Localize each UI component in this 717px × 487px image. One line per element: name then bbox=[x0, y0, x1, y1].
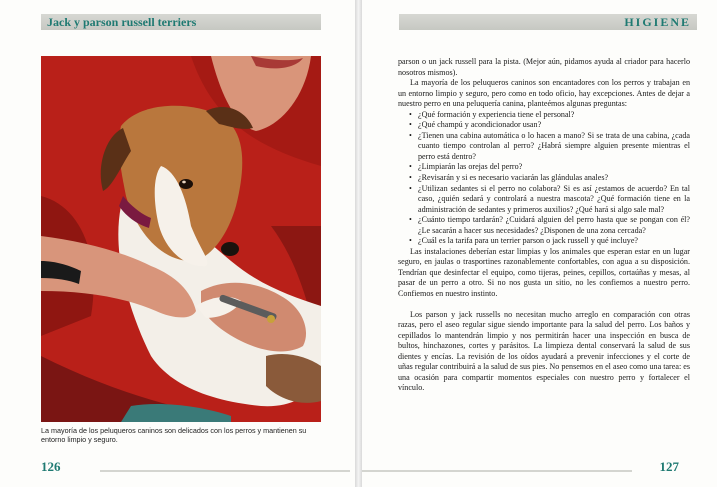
section-title: HIGIENE bbox=[624, 15, 691, 29]
list-item: • ¿Limpiarán las orejas del perro? bbox=[418, 162, 690, 173]
paragraph: Las instalaciones deberían estar limpias y los animales que esperan estar en un lugar seguro, en jaulas o trasportines razonablemente confortables, con agua a su disposición. Tendrían que desinfectar el equipo, como tijeras, peines, cepillos, cortaúñas y mesas, al pasar de un perro a otro. Si no nos gusta un sitio, no les confiemos a nuestro perro. Confiemos en nuestro instinto. bbox=[398, 246, 690, 299]
list-item: • ¿Qué champú y acondicionador usan? bbox=[418, 120, 690, 131]
paragraph: Los parson y jack russells no necesitan mucho arreglo en comparación con otras razas, pero el aseo regular sigue siendo importante para la salud del perro. Los baños y cepillados lo mantendrán limpio y nos permitirán hacer una inspección en busca de bultos, hinchazones, cortes y parásitos. La limpieza dental conservará la salud de sus dientes y encías. La revisión de los oídos ayudará a prevenir infecciones y el corte de uñas regular contribuirá a la salud de sus pies. No pensemos en el aseo como una tarea: es una ocasión para compartir momentos especiales con nuestro perro y fortalecer el vínculo. bbox=[398, 309, 690, 393]
left-page bbox=[0, 0, 355, 487]
question-list bbox=[409, 110, 690, 247]
book-gutter bbox=[355, 0, 362, 487]
list-item: • ¿Tienen una cabina automática o lo hacen a mano? Si se trata de una cabina, ¿cada cuanto tiempo controlan al perro? ¿Habrá siempre alguien presente mientras el perro está dentro? bbox=[418, 131, 690, 163]
bottom-rule-right bbox=[362, 470, 632, 472]
list-item: • ¿Cuál es la tarifa para un terrier parson o jack russell y qué incluye? bbox=[418, 236, 690, 247]
chapter-title: Jack y parson russell terriers bbox=[47, 15, 197, 29]
left-header-bar bbox=[41, 14, 321, 30]
paragraph: parson o un jack russell para la pista. (Mejor aún, pidamos ayuda al criador para hacerlo nosotros mismos). bbox=[398, 57, 690, 77]
list-item: • ¿Qué formación y experiencia tiene el personal? bbox=[418, 110, 690, 121]
bottom-rule-left bbox=[100, 470, 350, 472]
right-header-bar bbox=[399, 14, 697, 30]
list-item: • ¿Utilizan sedantes si el perro no colabora? Si es así ¿estamos de acuerdo? En tal caso, ¿quién sedará y controlará a nuestra mascota? ¿Qué formación tiene en la administración de sedantes y primeros auxilios? ¿Qué hará si algo sale mal? bbox=[418, 184, 690, 216]
dog-grooming-photo bbox=[41, 56, 321, 422]
dog-grooming-illustration bbox=[41, 56, 321, 422]
list-item: • ¿Revisarán y si es necesario vaciarán las glándulas anales? bbox=[418, 173, 690, 184]
paragraph: La mayoría de los peluqueros caninos son encantadores con los perros y trabajan en un entorno limpio y seguro, pero como en todo oficio, hay excepciones. Antes de dejar a nuestro perro en una peluquería canina, planteémos algunas preguntas: bbox=[398, 78, 690, 109]
list-item: • ¿Cuánto tiempo tardarán? ¿Cuidará alguien del perro hasta que se pongan con él? ¿Le sacarán a hacer sus necesidades? ¿Disponen de una zona cercada? bbox=[418, 215, 690, 236]
photo-caption: La mayoría de los peluqueros caninos son delicados con los perros y mantienen su entorno limpio y seguro. bbox=[41, 426, 307, 444]
right-page bbox=[362, 0, 717, 487]
page-number-right: 127 bbox=[659, 459, 679, 474]
page-number-left: 126 bbox=[41, 459, 61, 474]
body-text bbox=[398, 57, 690, 394]
